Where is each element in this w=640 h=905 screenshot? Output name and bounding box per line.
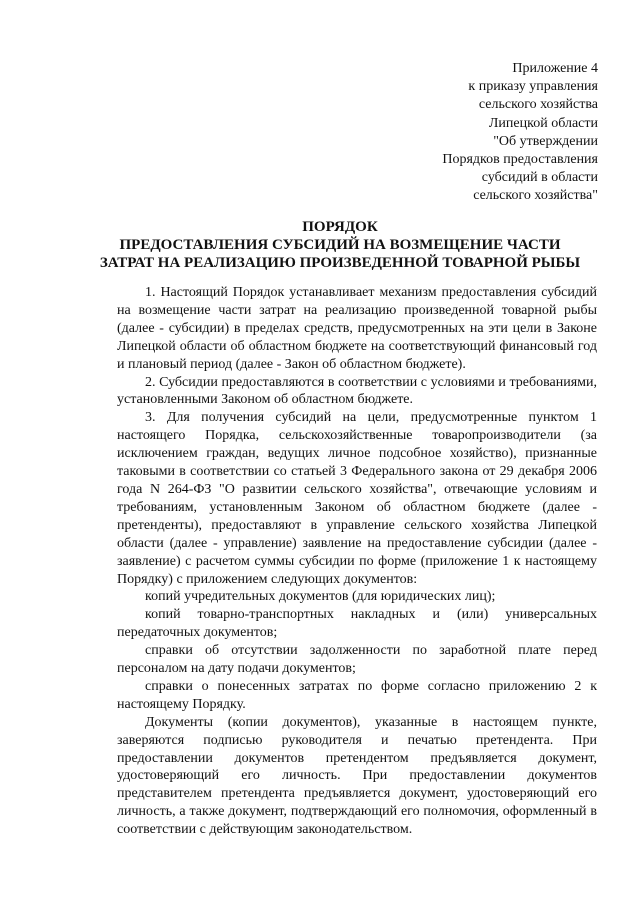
paragraph-1: 1. Настоящий Порядок устанавливает механизм предоставления субсидий на возмещение части затрат на реализацию произведенной товарной рыбы (далее - субсидии) в пределах средств, предусмотренных на эти цели в Законе Липецкой области об областном бюджете на соответствующий финансовый год и плановый период (далее - Закон об областном бюджете). (117, 285, 597, 372)
title-line-1: ПОРЯДОК (302, 219, 378, 235)
paragraph-2: 2. Субсидии предоставляются в соответствии с условиями и требованиями, установленными Законом об областном бюджете. (117, 374, 597, 408)
appendix-line: к приказу управления (468, 79, 598, 95)
document-title (90, 218, 590, 272)
list-item-salary-certificate: справки об отсутствии задолженности по заработной плате перед персоналом на дату подачи документов; (117, 643, 597, 677)
appendix-line: Липецкой области (488, 115, 598, 131)
list-item-costs-certificate: справки о понесенных затратах по форме согласно приложению 2 к настоящему Порядку. (117, 678, 597, 712)
appendix-line: Приложение 4 (512, 61, 598, 76)
appendix-line: сельского хозяйства" (473, 188, 598, 204)
appendix-line: Порядков предоставления (442, 152, 598, 168)
paragraph-documents-certification: Документы (копии документов), указанные в настоящем пункте, заверяются подписью руководителя и печатью претендента. При предоставлении документов претендентом предъявляется документ, удостоверяющий его личность. При предоставлении документов представителем претендента предъявляется документ, удостоверяющий его личность, а также документ, подтверждающий его полномочия, оформленный в соответствии с действующим законодательством. (117, 714, 597, 838)
appendix-line: сельского хозяйства (478, 97, 598, 113)
appendix-line: "Об утверждении (493, 133, 598, 149)
appendix-header (338, 60, 598, 206)
list-item-charter-docs: копий учредительных документов (для юридических лиц); (145, 589, 496, 605)
title-line-2: ПРЕДОСТАВЛЕНИЯ СУБСИДИЙ НА ВОЗМЕЩЕНИЕ ЧАСТИ (119, 237, 561, 253)
list-item-waybills: копий товарно-транспортных накладных и (или) универсальных передаточных документов; (117, 607, 597, 641)
appendix-line: субсидий в области (481, 170, 598, 186)
paragraph-3: 3. Для получения субсидий на цели, предусмотренные пунктом 1 настоящего Порядка, сельскохозяйственные товаропроизводители (за исключением граждан, ведущих личное подсобное хозяйство), признанные таковыми в соответствии со статьей 3 Федерального закона от 29 декабря 2006 года N 264-ФЗ "О развитии сельского хозяйства", отвечающие условиям и требованиям, установленным Законом об областном бюджете (далее - претенденты), предоставляют в управление сельского хозяйства Липецкой области (далее - управление) заявление на предоставление субсидии (далее - заявление) с расчетом суммы субсидии по форме (приложение 1 к настоящему Порядку) с приложением следующих документов: (117, 410, 597, 587)
title-line-3: ЗАТРАТ НА РЕАЛИЗАЦИЮ ПРОИЗВЕДЕННОЙ ТОВАРНОЙ РЫБЫ (99, 255, 581, 271)
document-body (117, 284, 597, 839)
